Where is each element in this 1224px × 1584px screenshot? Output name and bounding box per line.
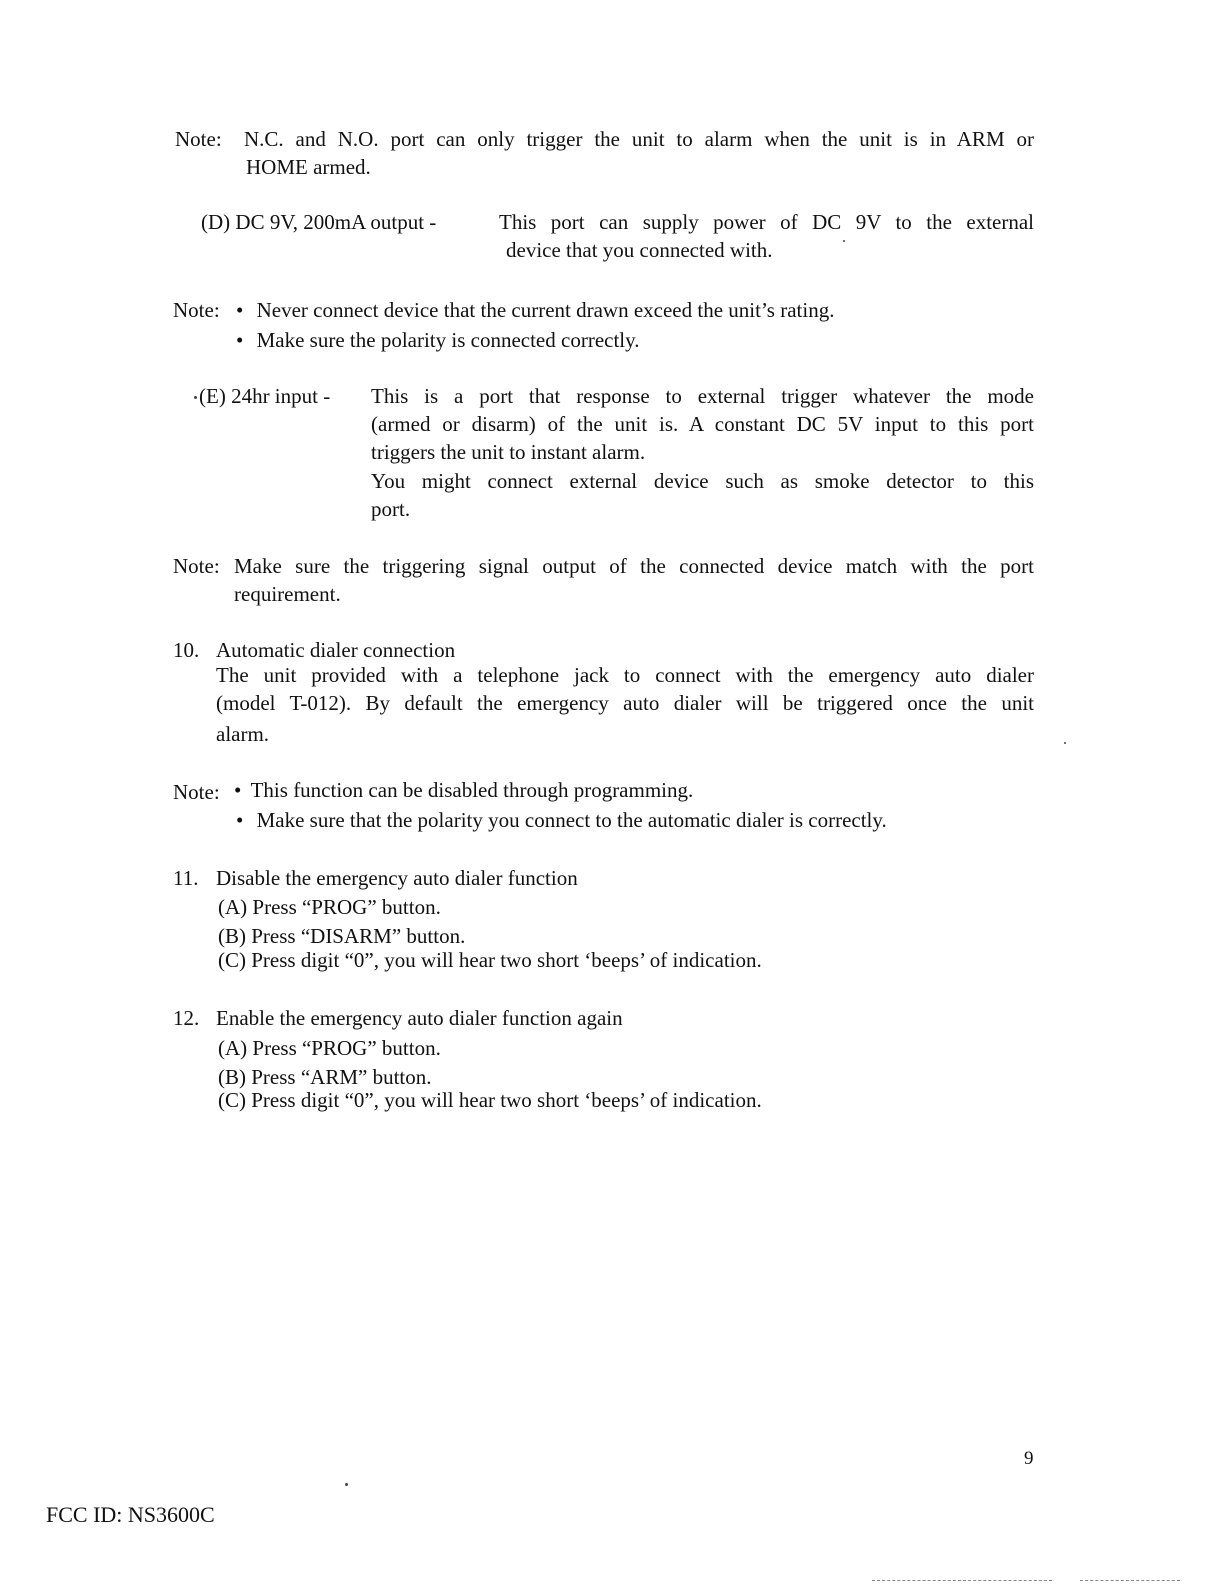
note-4-bullet-2-text: Make sure that the polarity you connect to the automatic dialer is correctly. bbox=[256, 808, 887, 832]
item-d-line-1: This port can supply power of DC 9V to the external bbox=[499, 210, 1034, 234]
section-12-title: Enable the emergency auto dialer function again bbox=[216, 1006, 623, 1030]
section-12-number: 12. bbox=[173, 1006, 200, 1030]
scan-edge-line bbox=[872, 1580, 1052, 1582]
section-10-line-3: alarm. bbox=[216, 722, 270, 746]
scan-edge-line bbox=[1080, 1580, 1180, 1582]
fcc-id: FCC ID: NS3600C bbox=[46, 1502, 215, 1527]
scan-speck bbox=[194, 396, 197, 399]
note-1-label: Note: bbox=[175, 127, 222, 151]
item-e-line-5: port. bbox=[371, 497, 411, 521]
note-2-label: Note: bbox=[173, 298, 220, 322]
note-4-bullet-1-text: This function can be disabled through programming. bbox=[250, 778, 694, 802]
note-3-label: Note: bbox=[173, 554, 220, 578]
note-3-line-1: Make sure the triggering signal output of the connected device match with the port bbox=[234, 554, 1034, 578]
section-12-step-b: (B) Press “ARM” button. bbox=[218, 1065, 432, 1089]
item-e-line-2: (armed or disarm) of the unit is. A constant DC 5V input to this port bbox=[371, 412, 1034, 436]
note-1-line-2: HOME armed. bbox=[246, 155, 371, 179]
note-1-line-1: N.C. and N.O. port can only trigger the unit to alarm when the unit is in ARM or bbox=[244, 127, 1034, 151]
section-12-step-a: (A) Press “PROG” button. bbox=[218, 1036, 441, 1060]
note-4-bullet-row-1 bbox=[234, 776, 693, 805]
section-12-step-c: (C) Press digit “0”, you will hear two short ‘beeps’ of indication. bbox=[218, 1088, 762, 1112]
item-e-line-1: This is a port that response to external trigger whatever the mode bbox=[371, 384, 1034, 408]
item-e-line-3: triggers the unit to instant alarm. bbox=[371, 440, 646, 464]
section-11-step-c: (C) Press digit “0”, you will hear two short ‘beeps’ of indication. bbox=[218, 948, 762, 972]
item-e-label: (E) 24hr input - bbox=[199, 384, 331, 408]
scan-speck bbox=[345, 1483, 348, 1486]
bullet-dot-icon: • bbox=[236, 808, 244, 832]
item-d-label: (D) DC 9V, 200mA output - bbox=[201, 210, 437, 234]
note-2-bullet-2-text: Make sure the polarity is connected correctly. bbox=[256, 328, 640, 352]
section-10-title: Automatic dialer connection bbox=[216, 638, 456, 662]
note-2-bullet-row-2 bbox=[236, 326, 640, 355]
scan-speck bbox=[1064, 742, 1066, 744]
item-d-line-2: device that you connected with. bbox=[506, 238, 773, 262]
note-2-bullet-row-1 bbox=[236, 296, 834, 325]
page-number: 9 bbox=[1024, 1448, 1034, 1469]
section-11-step-b: (B) Press “DISARM” button. bbox=[218, 924, 466, 948]
section-10-line-1: The unit provided with a telephone jack to connect with the emergency auto dialer bbox=[216, 663, 1034, 687]
scan-speck bbox=[843, 240, 845, 242]
bullet-dot-icon: • bbox=[234, 778, 242, 802]
item-e-line-4: You might connect external device such as smoke detector to this bbox=[371, 469, 1034, 493]
bullet-dot-icon: • bbox=[236, 328, 244, 352]
section-11-step-a: (A) Press “PROG” button. bbox=[218, 895, 441, 919]
section-11-title: Disable the emergency auto dialer function bbox=[216, 866, 578, 890]
note-2-bullet-1-text: Never connect device that the current drawn exceed the unit’s rating. bbox=[256, 298, 835, 322]
bullet-dot-icon: • bbox=[236, 298, 244, 322]
section-10-line-2: (model T-012). By default the emergency auto dialer will be triggered once the unit bbox=[216, 691, 1034, 715]
note-3-line-2: requirement. bbox=[234, 582, 341, 606]
note-4-label: Note: bbox=[173, 780, 220, 804]
section-10-number: 10. bbox=[173, 638, 200, 662]
section-11-number: 11. bbox=[173, 866, 199, 890]
note-4-bullet-row-2 bbox=[236, 806, 887, 835]
